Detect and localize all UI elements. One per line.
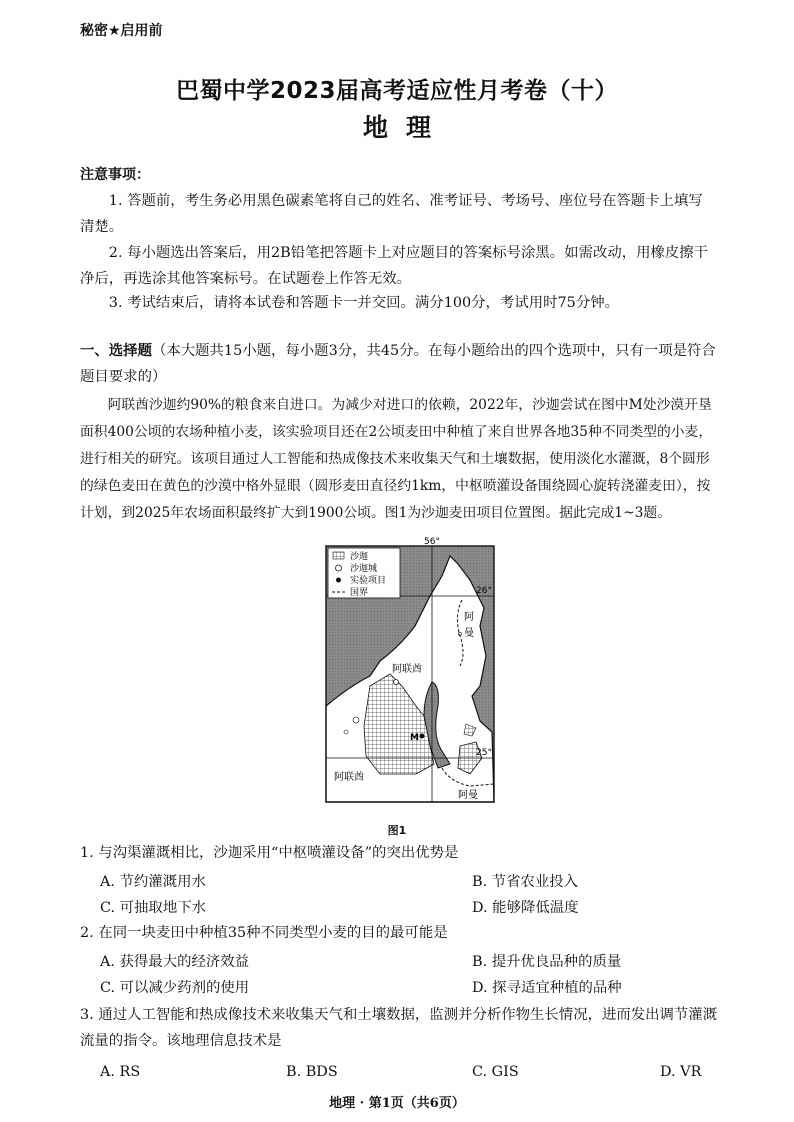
q2-option-a: A. 获得最大的经济效益 <box>100 954 250 970</box>
legend-sharjah: 沙迦 <box>350 552 369 562</box>
notice-item-1: 1. 答题前，考生务必用黑色碳素笔将自己的姓名、准考证号、考场号、座位号在答题卡上填写清楚。 <box>80 193 703 235</box>
q1-option-b: B. 节省农业投入 <box>472 874 579 890</box>
q2-option-b: B. 提升优良品种的质量 <box>472 954 622 970</box>
reading-material: 阿联酋沙迦约90%的粮食来自进口。为减少对进口的依赖，2022年，沙迦尝试在图中M处沙漠开垦面积400公顷的农场种植小麦，该实验项目还在2公顷麦田中种植了来自世界各地35种不同类型的小麦，进行相关的研究。该项目通过人工智能和热成像技术来收集天气和土壤数据，使用淡化水灌溉，8个圆形的绿色麦田在黄色的沙漠中格外显眼（圆形麦田直径约1km，中枢喷灌设备围绕圆心旋转浇灌麦田），按计划，到2025年农场面积最终扩大到1900公顷。图1为沙迦麦田项目位置图。据此完成1~3题。 <box>80 397 713 521</box>
q2-option-c: C. 可以减少药剂的使用 <box>100 980 250 996</box>
subject-title: 地理 <box>362 113 449 142</box>
project-point-m <box>420 734 425 739</box>
label-m: M <box>410 733 419 743</box>
longitude-label: 56° <box>424 537 440 547</box>
page-footer: 地理 · 第1页（共6页） <box>329 1096 465 1111</box>
island <box>344 730 348 734</box>
q1-option-a: A. 节约灌溉用水 <box>100 874 206 890</box>
latitude-25-label: 25° <box>476 748 492 758</box>
question-3-stem: 3. 通过人工智能和热成像技术来收集天气和土壤数据，监测并分析作物生长情况，进而发出调节灌溉流量的指令。该地理信息技术是 <box>80 1007 718 1049</box>
q3-option-d: D. VR <box>660 1064 702 1080</box>
section-desc: （本大题共15小题，每小题3分，共45分。在每小题给出的四个选项中，只有一项是符合题目要求的） <box>80 343 716 385</box>
section-heading <box>80 338 716 390</box>
label-uae-south: 阿联酋 <box>334 772 364 783</box>
island <box>353 717 359 723</box>
figure-caption: 图1 <box>387 824 407 837</box>
notice-item-3: 3. 考试结束后，请将本试卷和答题卡一并交回。满分100分，考试用时75分钟。 <box>108 295 619 311</box>
latitude-26-label: 26° <box>476 586 492 596</box>
question-2-stem: 2. 在同一块麦田中种植35种不同类型小麦的目的最可能是 <box>80 925 448 941</box>
legend-swatch-city <box>336 565 342 571</box>
legend-project: 实验项目 <box>350 576 387 586</box>
label-oman-south: 阿曼 <box>458 790 478 801</box>
location-map <box>320 536 500 820</box>
q1-option-d: D. 能够降低温度 <box>472 900 579 916</box>
question-1-stem: 1. 与沟渠灌溉相比，沙迦采用“中枢喷灌设备”的突出优势是 <box>80 845 459 861</box>
label-uae-north: 阿联酋 <box>392 664 422 675</box>
sharjah-city-point <box>394 680 399 685</box>
q1-option-c: C. 可抽取地下水 <box>100 900 206 916</box>
label-oman-north-1: 阿 <box>464 612 474 623</box>
label-oman-north-2: 曼 <box>464 628 474 639</box>
notice-item-2: 2. 每小题选出答案后，用2B铅笔把答题卡上对应题目的答案标号涂黑。如需改动，用橡皮擦干净后，再选涂其他答案标号。在试题卷上作答无效。 <box>80 245 709 287</box>
notice-heading: 注意事项： <box>80 167 150 183</box>
q3-option-a: A. RS <box>100 1064 141 1080</box>
legend-city: 沙迦城 <box>350 564 378 574</box>
legend-border: 国界 <box>350 588 369 598</box>
exam-title: 巴蜀中学2023届高考适应性月考卷（十） <box>175 78 618 104</box>
q2-option-d: D. 探寻适宜种植的品种 <box>472 980 622 996</box>
section-label: 一、选择题 <box>80 343 152 359</box>
legend-swatch-project <box>336 578 341 583</box>
confidential-mark: 秘密★启用前 <box>80 23 163 39</box>
q3-option-b: B. BDS <box>286 1064 338 1080</box>
q3-option-c: C. GIS <box>472 1064 519 1080</box>
legend-swatch-sharjah <box>333 552 344 559</box>
